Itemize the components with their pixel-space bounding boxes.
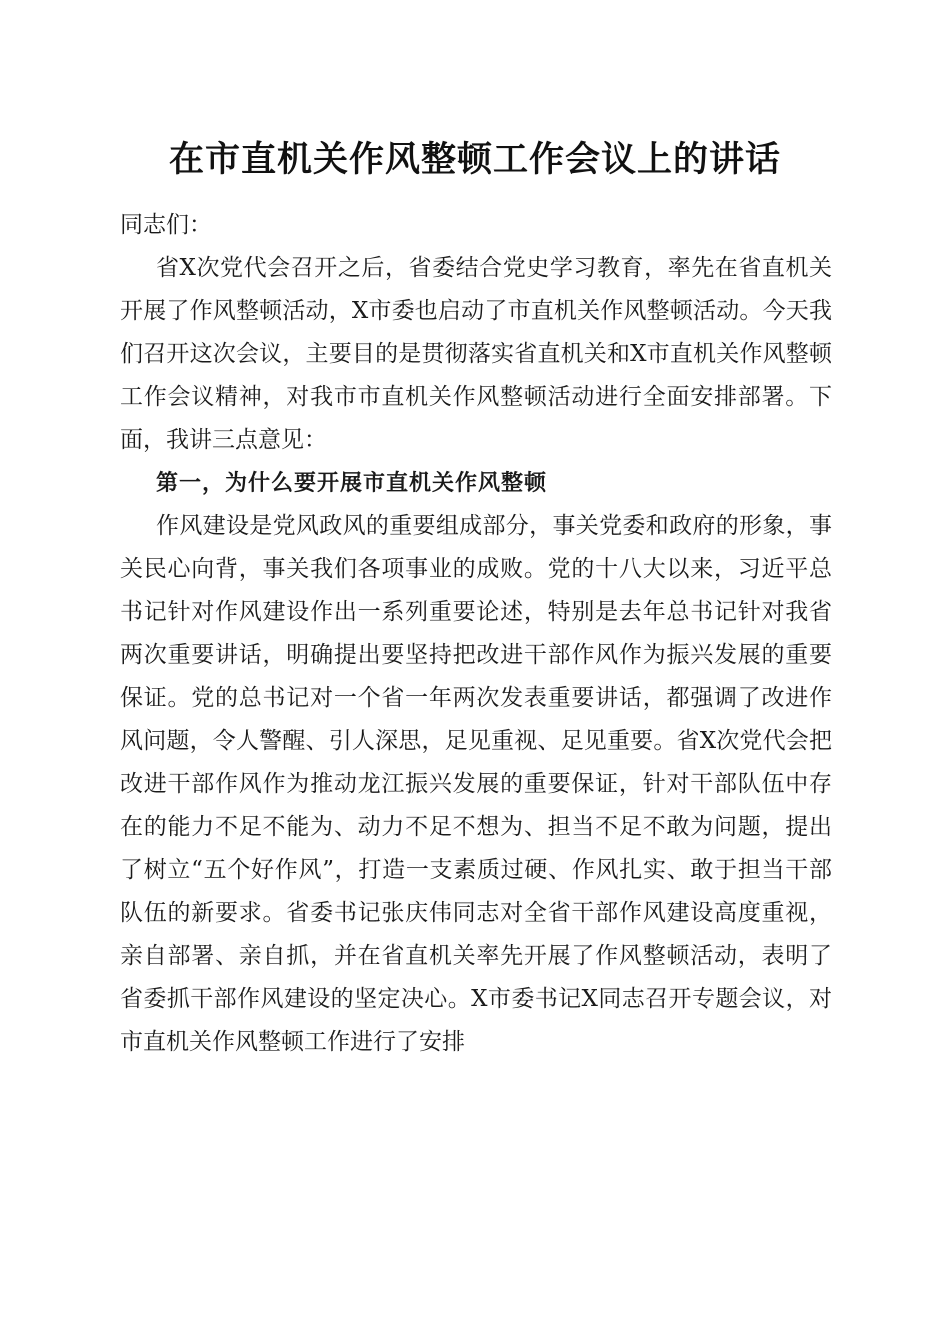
salutation: 同志们： — [120, 212, 212, 238]
document-title: 在市直机关作风整顿工作会议上的讲话 — [168, 139, 781, 180]
document-body — [120, 204, 832, 1064]
section-paragraph: 作风建设是党风政风的重要组成部分，事关党委和政府的形象，事关民心向背，事关我们各项事业的成败。党的十八大以来，习近平总书记针对作风建设作出一系列重要论述，特别是去年总书记针对我省两次重要讲话，明确提出要坚持把改进干部作风作为振兴发展的重要保证。党的总书记对一个省一年两次发表重要讲话，都强调了改进作风问题，令人警醒、引人深思，足见重视、足见重要。省X次党代会把改进干部作风作为推动龙江振兴发展的重要保证，针对干部队伍中存在的能力不足不能为、动力不足不想为、担当不足不敢为问题，提出了树立“五个好作风”，打造一支素质过硬、作风扎实、敢于担当干部队伍的新要求。省委书记张庆伟同志对全省干部作风建设高度重视，亲自部署、亲自抓，并在省直机关率先开展了作风整顿活动，表明了省委抓干部作风建设的坚定决心。X市委书记X同志召开专题会议，对市直机关作风整顿工作进行了安排 — [120, 513, 832, 1055]
intro-paragraph: 省X次党代会召开之后，省委结合党史学习教育，率先在省直机关开展了作风整顿活动，X市委也启动了市直机关作风整顿活动。今天我们召开这次会议，主要目的是贯彻落实省直机关和X市直机关作风整顿工作会议精神，对我市市直机关作风整顿活动进行全面安排部署。下面，我讲三点意见： — [120, 255, 832, 453]
section-heading: 第一，为什么要开展市直机关作风整顿 — [156, 471, 548, 496]
